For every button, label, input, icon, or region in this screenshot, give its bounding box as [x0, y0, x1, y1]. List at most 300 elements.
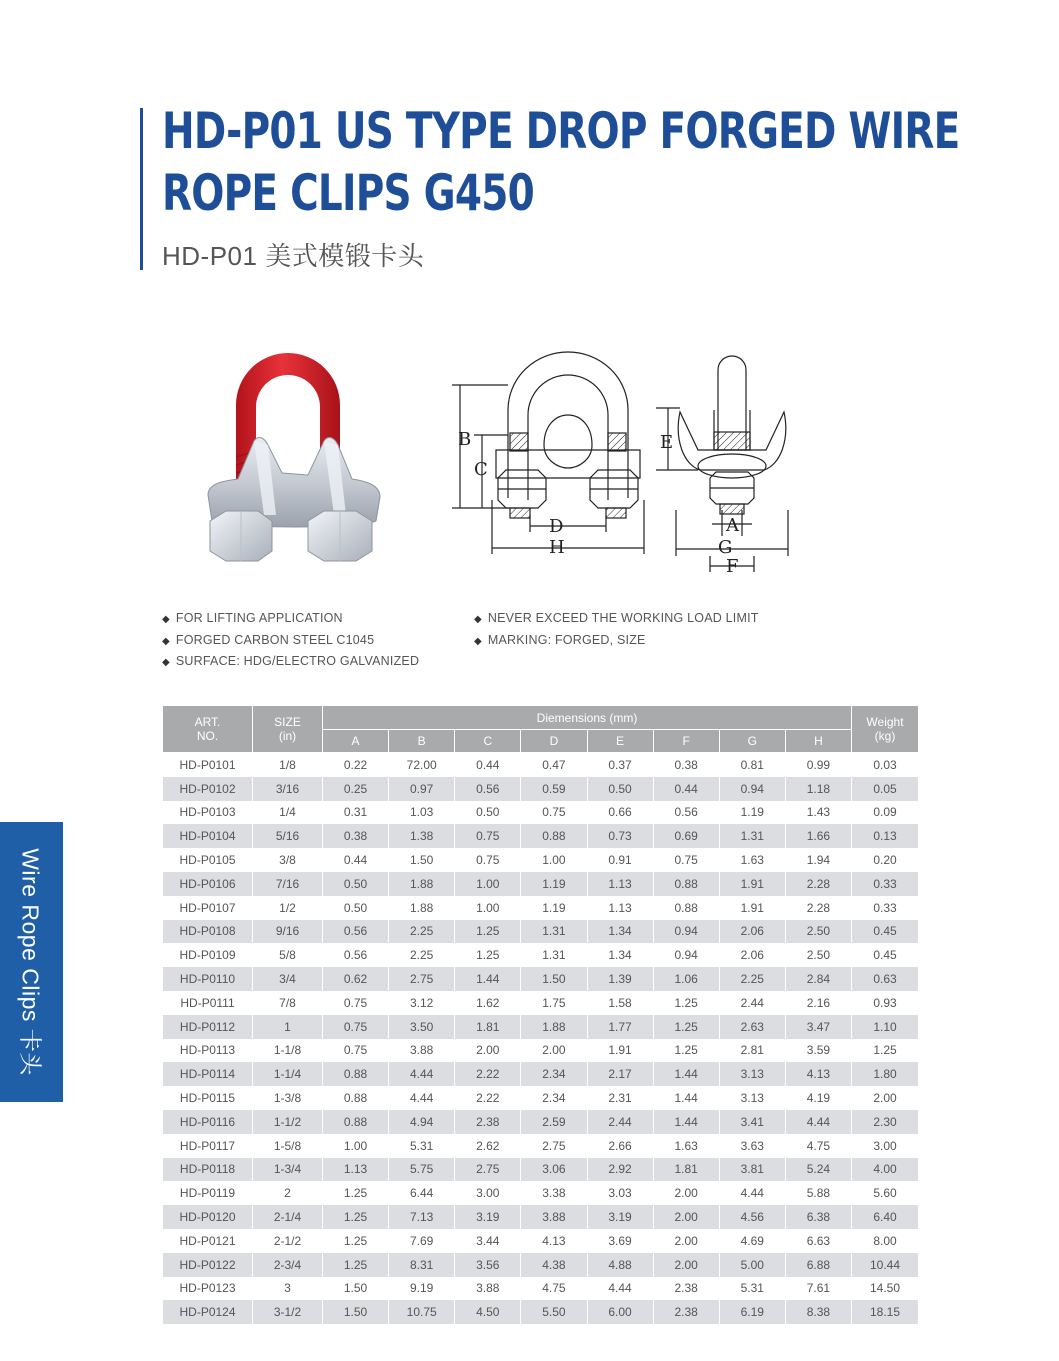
table-cell: 1.06	[653, 967, 719, 991]
table-cell: 1/4	[253, 801, 323, 825]
table-cell: 0.38	[323, 824, 389, 848]
table-cell: 2.06	[719, 943, 785, 967]
table-cell: HD-P0123	[163, 1277, 253, 1301]
table-cell: 2.75	[521, 1134, 587, 1158]
table-cell: 2.81	[719, 1039, 785, 1063]
table-cell: 4.56	[719, 1205, 785, 1229]
table-cell: 0.88	[521, 824, 587, 848]
table-cell: 2.00	[653, 1181, 719, 1205]
table-cell: 0.25	[323, 777, 389, 801]
table-cell: 14.50	[852, 1277, 919, 1301]
table-cell: 1.44	[455, 967, 521, 991]
table-cell: 3.03	[587, 1181, 653, 1205]
table-cell: 3.44	[455, 1229, 521, 1253]
table-cell: 3.13	[719, 1086, 785, 1110]
table-cell: 0.44	[323, 848, 389, 872]
table-cell: 10.75	[389, 1300, 455, 1324]
table-cell: HD-P0117	[163, 1134, 253, 1158]
table-cell: 0.56	[455, 777, 521, 801]
table-cell: 6.00	[587, 1300, 653, 1324]
table-cell: 4.00	[852, 1158, 919, 1182]
table-cell: 1-3/8	[253, 1086, 323, 1110]
table-cell: 1.13	[587, 872, 653, 896]
page-title-line-1: HD-P01 US TYPE DROP FORGED WIRE	[162, 102, 960, 160]
table-cell: 4.88	[587, 1253, 653, 1277]
table-cell: 1.25	[323, 1229, 389, 1253]
table-cell: 0.56	[323, 920, 389, 944]
table-cell: 2.75	[455, 1158, 521, 1182]
table-cell: 1.00	[323, 1134, 389, 1158]
table-cell: 7/8	[253, 991, 323, 1015]
table-cell: 1.00	[455, 896, 521, 920]
table-cell: 1.91	[587, 1039, 653, 1063]
table-cell: 0.37	[587, 753, 653, 777]
table-cell: HD-P0105	[163, 848, 253, 872]
spec-table	[162, 705, 919, 1324]
header-dim-g: G	[719, 730, 785, 753]
table-cell: 5.24	[785, 1158, 851, 1182]
table-cell: 0.33	[852, 872, 919, 896]
table-cell: 0.97	[389, 777, 455, 801]
table-cell: 3.59	[785, 1039, 851, 1063]
table-cell: 1.88	[521, 1015, 587, 1039]
table-cell: 7.61	[785, 1277, 851, 1301]
table-row	[163, 872, 919, 896]
table-cell: 2.22	[455, 1086, 521, 1110]
table-cell: 0.13	[852, 824, 919, 848]
table-cell: 1.43	[785, 801, 851, 825]
table-cell: 5.00	[719, 1253, 785, 1277]
table-cell: 3.19	[455, 1205, 521, 1229]
table-cell: 4.13	[521, 1229, 587, 1253]
table-cell: 7.69	[389, 1229, 455, 1253]
table-cell: 1.44	[653, 1062, 719, 1086]
table-cell: 1.25	[455, 920, 521, 944]
table-row	[163, 1300, 919, 1324]
table-cell: 8.00	[852, 1229, 919, 1253]
table-cell: 0.09	[852, 801, 919, 825]
table-cell: 5.31	[719, 1277, 785, 1301]
table-cell: 0.69	[653, 824, 719, 848]
feature-list-left	[162, 610, 419, 675]
dimension-diagram	[448, 350, 798, 575]
table-cell: 0.88	[323, 1062, 389, 1086]
diamond-bullet-icon: ◆	[162, 657, 170, 668]
table-cell: 1-3/4	[253, 1158, 323, 1182]
table-cell: 0.81	[719, 753, 785, 777]
table-cell: 2-3/4	[253, 1253, 323, 1277]
table-cell: 2.59	[521, 1110, 587, 1134]
table-cell: 4.75	[521, 1277, 587, 1301]
table-cell: 4.44	[389, 1086, 455, 1110]
dim-label-c: C	[474, 459, 488, 480]
product-photo	[196, 345, 396, 570]
table-cell: HD-P0120	[163, 1205, 253, 1229]
header-dim-a: A	[323, 730, 389, 753]
table-cell: 4.38	[521, 1253, 587, 1277]
table-cell: 6.38	[785, 1205, 851, 1229]
table-cell: 0.03	[852, 753, 919, 777]
table-cell: 2.84	[785, 967, 851, 991]
table-row	[163, 1039, 919, 1063]
table-cell: 2.25	[719, 967, 785, 991]
table-row	[163, 1229, 919, 1253]
table-cell: HD-P0121	[163, 1229, 253, 1253]
table-cell: 0.63	[852, 967, 919, 991]
table-cell: 1.25	[852, 1039, 919, 1063]
feature-item: ◆ FORGED CARBON STEEL C1045	[162, 632, 375, 647]
feature-item: ◆ NEVER EXCEED THE WORKING LOAD LIMIT	[474, 611, 759, 625]
table-cell: 3.47	[785, 1015, 851, 1039]
table-cell: 6.44	[389, 1181, 455, 1205]
table-cell: 72.00	[389, 753, 455, 777]
table-cell: 2.28	[785, 896, 851, 920]
dim-label-a: A	[726, 515, 739, 536]
table-cell: 18.15	[852, 1300, 919, 1324]
table-cell: 0.91	[587, 848, 653, 872]
table-cell: 2.30	[852, 1110, 919, 1134]
table-cell: HD-P0108	[163, 920, 253, 944]
table-cell: 0.99	[785, 753, 851, 777]
table-cell: 3.88	[521, 1205, 587, 1229]
table-cell: HD-P0122	[163, 1253, 253, 1277]
table-cell: 7.13	[389, 1205, 455, 1229]
table-cell: 3.88	[455, 1277, 521, 1301]
table-cell: 1.91	[719, 872, 785, 896]
table-cell: 5.50	[521, 1300, 587, 1324]
table-cell: 1/8	[253, 753, 323, 777]
table-cell: 4.94	[389, 1110, 455, 1134]
table-cell: 1.34	[587, 920, 653, 944]
table-cell: 1-1/2	[253, 1110, 323, 1134]
table-cell: HD-P0110	[163, 967, 253, 991]
table-cell: 0.73	[587, 824, 653, 848]
table-cell: 1.31	[521, 943, 587, 967]
header-dim-c: C	[455, 730, 521, 753]
page-title-line-2: ROPE CLIPS G450	[162, 164, 534, 222]
table-cell: 3.81	[719, 1158, 785, 1182]
diamond-bullet-icon: ◆	[474, 614, 482, 625]
table-cell: 2	[253, 1181, 323, 1205]
table-cell: 10.44	[852, 1253, 919, 1277]
table-cell: 8.38	[785, 1300, 851, 1324]
table-cell: 1-1/4	[253, 1062, 323, 1086]
table-cell: 0.50	[323, 896, 389, 920]
table-cell: 1.25	[323, 1181, 389, 1205]
table-cell: 1.13	[323, 1158, 389, 1182]
table-row	[163, 896, 919, 920]
table-cell: HD-P0101	[163, 753, 253, 777]
dim-label-b: B	[458, 429, 472, 450]
table-cell: HD-P0118	[163, 1158, 253, 1182]
table-cell: 0.94	[653, 943, 719, 967]
table-cell: HD-P0114	[163, 1062, 253, 1086]
table-cell: 1/2	[253, 896, 323, 920]
table-cell: HD-P0113	[163, 1039, 253, 1063]
table-cell: 2-1/4	[253, 1205, 323, 1229]
table-cell: 1.62	[455, 991, 521, 1015]
table-cell: 1.25	[653, 1039, 719, 1063]
table-cell: 4.44	[719, 1181, 785, 1205]
table-row	[163, 1110, 919, 1134]
table-cell: 3.12	[389, 991, 455, 1015]
table-cell: 4.44	[389, 1062, 455, 1086]
table-cell: 0.47	[521, 753, 587, 777]
table-cell: 2.00	[455, 1039, 521, 1063]
table-cell: 1	[253, 1015, 323, 1039]
table-cell: 3	[253, 1277, 323, 1301]
header-dim-b: B	[389, 730, 455, 753]
table-cell: 0.44	[455, 753, 521, 777]
table-cell: 0.88	[653, 872, 719, 896]
table-cell: 3.06	[521, 1158, 587, 1182]
table-cell: 6.19	[719, 1300, 785, 1324]
table-cell: 0.75	[323, 1039, 389, 1063]
table-cell: HD-P0109	[163, 943, 253, 967]
table-cell: 0.31	[323, 801, 389, 825]
table-cell: 2.38	[455, 1110, 521, 1134]
table-cell: 1.63	[719, 848, 785, 872]
table-cell: HD-P0112	[163, 1015, 253, 1039]
table-cell: 8.31	[389, 1253, 455, 1277]
table-cell: 0.45	[852, 920, 919, 944]
table-cell: 3.00	[852, 1134, 919, 1158]
title-accent-bar	[140, 108, 143, 270]
dim-label-d: D	[549, 516, 564, 537]
table-cell: 0.20	[852, 848, 919, 872]
table-row	[163, 1015, 919, 1039]
table-cell: 4.44	[587, 1277, 653, 1301]
table-cell: HD-P0106	[163, 872, 253, 896]
dim-label-f: F	[726, 556, 739, 575]
table-row	[163, 753, 919, 777]
table-cell: 0.33	[852, 896, 919, 920]
table-cell: 1.00	[455, 872, 521, 896]
table-cell: 2-1/2	[253, 1229, 323, 1253]
table-cell: HD-P0111	[163, 991, 253, 1015]
dim-label-e: E	[660, 432, 674, 453]
table-cell: 4.75	[785, 1134, 851, 1158]
diamond-bullet-icon: ◆	[474, 635, 482, 647]
table-cell: 1.39	[587, 967, 653, 991]
table-cell: 0.75	[323, 1015, 389, 1039]
table-cell: 2.00	[653, 1229, 719, 1253]
table-cell: 3.63	[719, 1134, 785, 1158]
table-cell: 2.00	[653, 1205, 719, 1229]
table-cell: 2.28	[785, 872, 851, 896]
table-cell: 1.31	[719, 824, 785, 848]
table-cell: 1.50	[389, 848, 455, 872]
table-cell: 1.50	[323, 1300, 389, 1324]
table-cell: 0.66	[587, 801, 653, 825]
table-cell: 1.25	[323, 1205, 389, 1229]
table-cell: 3.56	[455, 1253, 521, 1277]
table-row	[163, 1158, 919, 1182]
header-art-no: ART. NO.	[163, 706, 253, 753]
table-row	[163, 1181, 919, 1205]
table-cell: 0.56	[653, 801, 719, 825]
table-cell: 0.38	[653, 753, 719, 777]
feature-item: ◆ MARKING: FORGED, SIZE	[474, 632, 646, 647]
table-cell: 1.88	[389, 896, 455, 920]
table-cell: 3.88	[389, 1039, 455, 1063]
table-cell: 1.25	[653, 1015, 719, 1039]
diamond-bullet-icon: ◆	[162, 614, 170, 625]
dim-label-h: H	[549, 537, 565, 558]
table-cell: 3.38	[521, 1181, 587, 1205]
table-cell: HD-P0119	[163, 1181, 253, 1205]
table-cell: 1.91	[719, 896, 785, 920]
table-cell: 2.31	[587, 1086, 653, 1110]
table-cell: 0.50	[455, 801, 521, 825]
table-cell: 2.38	[653, 1277, 719, 1301]
page-title	[162, 100, 960, 224]
table-cell: 2.44	[587, 1110, 653, 1134]
table-cell: HD-P0104	[163, 824, 253, 848]
table-cell: 4.50	[455, 1300, 521, 1324]
table-cell: 2.22	[455, 1062, 521, 1086]
header-dimensions: Diemensions (mm)	[323, 706, 852, 730]
table-cell: 3.13	[719, 1062, 785, 1086]
table-cell: 5.75	[389, 1158, 455, 1182]
table-cell: 1.88	[389, 872, 455, 896]
table-row	[163, 1205, 919, 1229]
table-cell: 0.59	[521, 777, 587, 801]
table-cell: 1.44	[653, 1086, 719, 1110]
table-cell: 1.50	[521, 967, 587, 991]
table-cell: 4.69	[719, 1229, 785, 1253]
table-cell: 1.66	[785, 824, 851, 848]
table-cell: 1.00	[521, 848, 587, 872]
table-cell: 1.81	[653, 1158, 719, 1182]
header-dim-f: F	[653, 730, 719, 753]
table-cell: 2.25	[389, 920, 455, 944]
table-cell: 2.16	[785, 991, 851, 1015]
table-cell: 9.19	[389, 1277, 455, 1301]
table-cell: 3.00	[455, 1181, 521, 1205]
table-row	[163, 1086, 919, 1110]
header-dim-e: E	[587, 730, 653, 753]
table-cell: 1.50	[323, 1277, 389, 1301]
header-weight: Weight (kg)	[852, 706, 919, 753]
table-cell: 1.38	[389, 824, 455, 848]
table-cell: 1.80	[852, 1062, 919, 1086]
header-dim-d: D	[521, 730, 587, 753]
table-cell: 6.63	[785, 1229, 851, 1253]
table-cell: 3.50	[389, 1015, 455, 1039]
table-cell: 2.00	[521, 1039, 587, 1063]
table-cell: 6.40	[852, 1205, 919, 1229]
table-row	[163, 967, 919, 991]
feature-list-right	[474, 610, 759, 653]
table-cell: 4.44	[785, 1110, 851, 1134]
table-cell: 1.31	[521, 920, 587, 944]
table-cell: 0.75	[455, 824, 521, 848]
table-cell: 1-5/8	[253, 1134, 323, 1158]
side-category-tab	[0, 822, 63, 1102]
table-cell: 0.05	[852, 777, 919, 801]
table-cell: 1.77	[587, 1015, 653, 1039]
table-row	[163, 824, 919, 848]
table-row	[163, 848, 919, 872]
table-cell: 0.94	[653, 920, 719, 944]
table-cell: 0.94	[719, 777, 785, 801]
table-cell: 5/16	[253, 824, 323, 848]
table-cell: 3/8	[253, 848, 323, 872]
table-cell: 2.63	[719, 1015, 785, 1039]
table-cell: 0.88	[323, 1110, 389, 1134]
table-cell: HD-P0107	[163, 896, 253, 920]
table-cell: 6.88	[785, 1253, 851, 1277]
table-cell: 1.63	[653, 1134, 719, 1158]
table-cell: 5.60	[852, 1181, 919, 1205]
table-cell: 1.58	[587, 991, 653, 1015]
table-row	[163, 920, 919, 944]
table-cell: 2.75	[389, 967, 455, 991]
table-row	[163, 1134, 919, 1158]
table-cell: 1.19	[521, 872, 587, 896]
table-cell: 5.31	[389, 1134, 455, 1158]
table-cell: 2.00	[653, 1253, 719, 1277]
table-cell: 0.93	[852, 991, 919, 1015]
table-cell: 2.44	[719, 991, 785, 1015]
table-cell: 2.34	[521, 1086, 587, 1110]
page-subtitle: HD-P01 美式模锻卡头	[162, 241, 425, 271]
table-cell: 0.88	[323, 1086, 389, 1110]
table-cell: 0.75	[323, 991, 389, 1015]
table-cell: 1.18	[785, 777, 851, 801]
table-cell: 2.06	[719, 920, 785, 944]
table-cell: 2.34	[521, 1062, 587, 1086]
table-cell: 5/8	[253, 943, 323, 967]
table-cell: 0.44	[653, 777, 719, 801]
table-cell: 0.62	[323, 967, 389, 991]
table-cell: 1.25	[653, 991, 719, 1015]
table-cell: 1.19	[719, 801, 785, 825]
table-cell: 3.69	[587, 1229, 653, 1253]
table-cell: 2.66	[587, 1134, 653, 1158]
table-cell: 3.19	[587, 1205, 653, 1229]
header-size: SIZE (in)	[253, 706, 323, 753]
table-cell: 3/4	[253, 967, 323, 991]
table-cell: HD-P0116	[163, 1110, 253, 1134]
header-dim-h: H	[785, 730, 851, 753]
table-cell: HD-P0124	[163, 1300, 253, 1324]
table-cell: 2.25	[389, 943, 455, 967]
table-cell: 0.75	[653, 848, 719, 872]
table-cell: 0.88	[653, 896, 719, 920]
table-cell: 0.22	[323, 753, 389, 777]
table-cell: 0.75	[455, 848, 521, 872]
table-cell: 1.10	[852, 1015, 919, 1039]
table-cell: 2.92	[587, 1158, 653, 1182]
table-cell: 7/16	[253, 872, 323, 896]
table-row	[163, 991, 919, 1015]
table-cell: 1.75	[521, 991, 587, 1015]
table-cell: 2.38	[653, 1300, 719, 1324]
table-cell: 1.44	[653, 1110, 719, 1134]
table-cell: 0.50	[587, 777, 653, 801]
table-cell: HD-P0102	[163, 777, 253, 801]
table-cell: 1.25	[455, 943, 521, 967]
table-cell: 1.25	[323, 1253, 389, 1277]
table-cell: HD-P0115	[163, 1086, 253, 1110]
table-cell: 2.62	[455, 1134, 521, 1158]
table-cell: 9/16	[253, 920, 323, 944]
table-cell: 1.03	[389, 801, 455, 825]
table-cell: 1.81	[455, 1015, 521, 1039]
table-cell: 0.50	[323, 872, 389, 896]
